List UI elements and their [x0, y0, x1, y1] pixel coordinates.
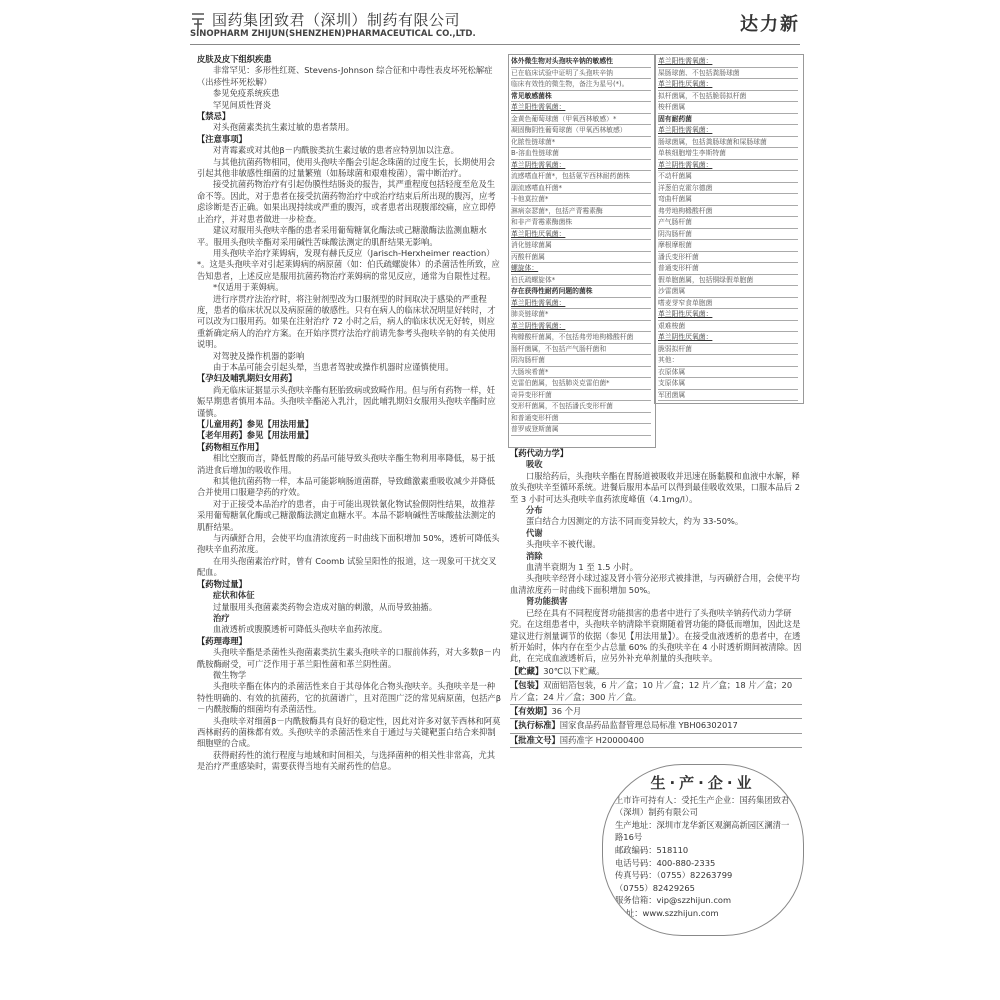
paragraph: 参见免疫系统疾患 — [213, 88, 280, 99]
paragraph: 血液透析或腹膜透析可降低头孢呋辛血药浓度。 — [213, 624, 388, 635]
table-category: 革兰阴性需氧菌： — [511, 160, 651, 172]
manufacturer-line: 上市许可持有人：受托生产企业：国药集团致君（深圳）制药有限公司 — [615, 794, 790, 818]
section-heading: 皮肤及皮下组织疾患 — [197, 54, 272, 64]
header-divider — [190, 44, 800, 45]
table-category: 革兰阳性需氧菌： — [658, 125, 798, 137]
table-row: 普罗威登斯菌属 — [511, 424, 651, 436]
table-row: 变形杆菌属，不包括潘氏变形杆菌 — [511, 401, 651, 413]
paragraph: 尚无临床证据显示头孢呋辛酯有胚胎致病或致畸作用。但与所有药物一样，妊娠早期患者慎用本品。头孢呋辛酯泌入乳汁，因此哺乳期妇女服用头孢呋辛酯时应谨慎。 — [197, 384, 496, 418]
paragraph: 用头孢呋辛治疗莱姆病，发现有赫氏反应（Jarisch-Herxheimer reaction）*。这是头孢呋辛对引起莱姆病的病原菌（如：伯氏疏螺旋体）的杀菌活性所致，应告知患者，上述反应是服用抗菌药物治疗莱姆病的常见反应，通常为自限性过程。 — [197, 247, 500, 281]
table-row: 屎肠球菌、不包括粪肠球菌 — [658, 68, 798, 80]
table-category: 革兰阴性厌氧菌： — [658, 332, 798, 344]
paragraph: 过量服用头孢菌素类药物会造成对脑的刺激，从而导致抽搐。 — [213, 601, 438, 612]
susceptibility-table-left — [511, 56, 651, 436]
subsection-heading: 代谢 — [526, 527, 543, 538]
section-heading: 【药物过量】 — [197, 578, 247, 589]
subsection-heading: 消除 — [526, 550, 543, 561]
table-category: 革兰阳性厌氧菌： — [511, 229, 651, 241]
manufacturer-line: 生产地址：深圳市龙华新区观澜高新园区澜清一路16号 — [615, 819, 790, 843]
subsection-heading: 吸收 — [526, 459, 543, 470]
table-row: 和非产青霉素酶菌株 — [511, 217, 651, 229]
info-label: 【有效期】 — [510, 705, 552, 716]
subsection-heading: 症状和体征 — [213, 590, 255, 601]
paragraph: 头孢呋辛酯在体内的杀菌活性来自于其母体化合物头孢呋辛。头孢呋辛是一种特性明确的、有效的抗菌药，它的抗菌谱广，且对范围广泛的常见病原菌，包括产β－内酰胺酶的细菌均有杀菌活性。 — [197, 681, 501, 715]
storage-package-info — [510, 665, 802, 748]
paragraph: 微生物学 — [213, 669, 247, 680]
section-heading: 【孕妇及哺乳期妇女用药】 — [197, 373, 297, 384]
table-row: 枸橼酸杆菌属，不包括弗劳地枸橼酸杆菌 — [511, 332, 651, 344]
table-row: 弗劳地枸橼酸杆菌 — [658, 206, 798, 218]
table-row: 流感嗜血杆菌*，包括氨苄西林耐药菌株 — [511, 171, 651, 183]
table-row: 和普通变形杆菌 — [511, 413, 651, 425]
table-row: 临床有效性的微生物，备注为星号(*)。 — [511, 79, 651, 91]
table-row: 梭杆菌属 — [658, 102, 798, 114]
table-row: 金黄色葡萄球菌（甲氧西林敏感）* — [511, 114, 651, 126]
paragraph: 对头孢菌素类抗生素过敏的患者禁用。 — [213, 122, 355, 133]
section-heading: 【老年用药】参见【用法用量】 — [197, 430, 314, 441]
info-row — [510, 705, 802, 719]
paragraph: 由于本品可能会引起头晕，当患者驾驶或操作机器时应谨慎使用。 — [213, 361, 454, 372]
paragraph: 获得耐药性的流行程度与地域和时间相关，与选择菌种的相关性非常高，尤其是治疗严重感染时，需要获得当地有关耐药性的信息。 — [197, 749, 496, 772]
table-category: 革兰阳性需氧菌： — [658, 56, 798, 68]
paragraph: 与丙磺舒合用，会使平均血清浓度药－时曲线下面积增加 50%，透析可降低头孢呋辛血药浓度。 — [197, 533, 500, 555]
company-name-cn: 国药集团致君（深圳）制药有限公司 — [212, 11, 461, 29]
brand-name: 达力新 — [740, 14, 800, 35]
manufacturer-box — [602, 764, 804, 936]
company-name-en: SINOPHARM ZHIJUN(SHENZHEN)PHARMACEUTICAL CO.,LTD. — [190, 29, 476, 39]
table-category: 革兰阳性厌氧菌： — [658, 79, 798, 91]
section-heading: 【注意事项】 — [197, 133, 247, 144]
table-category: 革兰阳性需氧菌： — [511, 102, 651, 114]
table-row: 嗜麦芽窄食单胞菌 — [658, 298, 798, 310]
susceptibility-table-right — [658, 56, 798, 401]
table-row: 副流感嗜血杆菌* — [511, 183, 651, 195]
section-heading: 【药代动力学】 — [510, 448, 569, 458]
section-heading: 【禁忌】 — [197, 111, 231, 122]
info-label: 【贮藏】 — [510, 665, 544, 676]
info-label: 【执行标准】 — [510, 720, 560, 731]
subsection-heading: 分布 — [526, 505, 543, 516]
table-row: 肺炎链球菌* — [511, 309, 651, 321]
right-column-text — [510, 448, 802, 748]
table-row: 肠球菌属，包括粪肠球菌和屎肠球菌 — [658, 137, 798, 149]
info-label: 【包装】 — [510, 680, 544, 691]
table-row: 其他： — [658, 355, 798, 367]
paragraph: 对于正接受本品治疗的患者，由于可能出现铁氰化物试验假阴性结果，故推荐采用葡萄糖氧化酶或己糖激酶法测定血糖水平。本品不影响碱性苦味酸盐法测定的肌酐结果。 — [197, 498, 496, 532]
table-row: 奇异变形杆菌 — [511, 390, 651, 402]
paragraph: 血清半衰期为 1 至 1.5 小时。 — [526, 562, 638, 573]
table-row: 消化链球菌属 — [511, 240, 651, 252]
paragraph: *仅适用于莱姆病。 — [213, 282, 284, 293]
table-row: 沙雷菌属 — [658, 286, 798, 298]
info-value: 36 个月 — [551, 705, 582, 716]
table-row: 淋病奈瑟菌*，包括产青霉素酶 — [511, 206, 651, 218]
table-row: 丙酸杆菌属 — [511, 252, 651, 264]
manufacturer-line: 服务信箱：vip@szzhijun.com — [615, 895, 732, 906]
table-category: 革兰阳性需氧菌： — [511, 298, 651, 310]
paragraph: 与其他抗菌药物相同，使用头孢呋辛酯会引起念珠菌的过度生长，长期使用会引起其他非敏感性细菌的过量繁殖（如肠球菌和艰难梭菌），需中断治疗。 — [197, 156, 496, 179]
paragraph: 口服给药后，头孢呋辛酯在胃肠道被吸收并迅速在肠黏膜和血液中水解，释放头孢呋辛至循环系统。进餐后服用本品可以得到最佳吸收效果，口服本品后 2 至 3 小时可达头孢呋辛血药浓度峰值（4.1mg/l）。 — [510, 470, 801, 504]
manufacturer-line: 电话号码：400-880-2335 — [615, 857, 716, 868]
table-row: 已在临床试验中证明了头孢呋辛钠 — [511, 68, 651, 80]
manufacturer-line: 邮政编码：518110 — [615, 844, 689, 855]
table-row: 伯氏疏螺旋体* — [511, 275, 651, 287]
paragraph: 头孢呋辛对细菌β－内酰胺酶具有良好的稳定性，因此对许多对氨苄西林和阿莫西林耐药的菌株都有效。头孢呋辛的杀菌活性来自于通过与关键靶蛋白结合来抑制细胞壁的合成。 — [197, 715, 501, 749]
paragraph: 相比空腹而言，降低胃酸的药品可能导致头孢呋辛酯生物利用率降低，易于抵消进食后增加的吸收作用。 — [197, 453, 496, 475]
table-row: 卡他莫拉菌* — [511, 194, 651, 206]
manufacturer-line: 传真号码：（0755）82263799 — [615, 870, 733, 881]
subsection-heading: 肾功能损害 — [526, 596, 568, 607]
info-value: 国家食品药品监督管理总局标准 YBH06302017 — [559, 720, 738, 731]
paragraph: 对驾驶及操作机器的影响 — [213, 350, 305, 361]
info-row — [510, 665, 802, 679]
table-row: 单核细胞增生李斯特菌 — [658, 148, 798, 160]
table-row: 凝固酶阴性葡萄球菌（甲氧西林敏感） — [511, 125, 651, 137]
table-row: 衣原体属 — [658, 367, 798, 379]
manufacturer-line: 网 址：www.szzhijun.com — [615, 907, 719, 918]
paragraph: 罕见间质性肾炎 — [213, 99, 272, 110]
table-row: 拟杆菌属，不包括脆弱拟杆菌 — [658, 91, 798, 103]
table-row: 克雷伯菌属，包括肺炎克雷伯菌* — [511, 378, 651, 390]
table-row: 假单胞菌属，包括铜绿假单胞菌 — [658, 275, 798, 287]
paragraph: 建议对服用头孢呋辛酯的患者采用葡萄糖氧化酶法或己糖激酶法监测血糖水平。服用头孢呋辛酯对采用碱性苦味酸法测定的肌酐结果无影响。 — [197, 225, 487, 247]
paragraph: 头孢呋辛经肾小球过滤及肾小管分泌形式被排泄，与丙磺舒合用，会使平均血清浓度药－时曲线下面积增加 50%。 — [510, 573, 800, 595]
manufacturer-title: 生·产·企·业 — [650, 774, 756, 792]
table-row: 弯曲杆菌属 — [658, 194, 798, 206]
table-row: 支原体属 — [658, 378, 798, 390]
section-heading: 【儿童用药】参见【用法用量】 — [197, 419, 314, 429]
paragraph: 对青霉素或对其他β－内酰胺类抗生素过敏的患者应特别加以注意。 — [213, 145, 459, 156]
table-row: 阴沟肠杆菌 — [511, 355, 651, 367]
subsection-heading: 治疗 — [213, 612, 230, 623]
paragraph: 已经在具有不同程度肾功能损害的患者中进行了头孢呋辛钠药代动力学研究。在这组患者中，头孢呋辛钠清除半衰期随着肾功能的降低而增加，因此这是建议进行剂量调节的依据（参见【用法用量】）。在接受血液透析的患者中，在透析开始时，体内存在至少占总量 60% 的头孢呋辛在 4 小时透析期间被清除。因此，在完成血液透析后，应另外补充单剂量的头孢呋辛。 — [510, 607, 802, 664]
table-row: 洋葱伯克霍尔德菌 — [658, 183, 798, 195]
table-row: B-溶血性链球菌 — [511, 148, 651, 160]
table-row: 大肠埃希菌* — [511, 367, 651, 379]
info-value: 双面铝箔包装，6 片／盒；10 片／盒；12 片／盒；18 片／盒；20 片／盒；24 片／盒；300 片／盒。 — [510, 680, 793, 702]
paragraph: 和其他抗菌药物一样，本品可能影响肠道菌群，导致雌激素重吸收减少并降低合并使用口服避孕药的疗效。 — [197, 476, 496, 498]
left-column-text — [197, 54, 503, 773]
paragraph: 非常罕见：多形性红斑、Stevens-Johnson 综合征和中毒性表皮坏死松解症（出疹性坏死松解） — [197, 65, 493, 87]
page-header — [190, 6, 800, 44]
info-row — [510, 719, 802, 733]
table-row: 产气肠杆菌 — [658, 217, 798, 229]
table-row: 潘氏变形杆菌 — [658, 252, 798, 264]
paragraph: 接受抗菌药物治疗有引起伪膜性结肠炎的报告，其严重程度包括轻度至危及生命不等。因此，对于患者在接受抗菌药物治疗中或治疗结束后所出现的腹泻，应考虑诊断是否正确。如果出现持续或严重的腹泻，或者患者出现腹部绞痛，应立即停止治疗，并对患者做进一步检查。 — [197, 179, 496, 224]
table-category: 螺旋体： — [511, 263, 651, 275]
table-row: 军团菌属 — [658, 390, 798, 402]
table-row: 不动杆菌属 — [658, 171, 798, 183]
manufacturer-line: （0755）82429265 — [615, 882, 695, 893]
table-row: 阴沟肠杆菌 — [658, 229, 798, 241]
table-row: 肠杆菌属，不包括产气肠杆菌和 — [511, 344, 651, 356]
table-category: 革兰阴性需氧菌： — [658, 160, 798, 172]
table-group-heading: 常见敏感菌株 — [511, 91, 651, 103]
table-category: 革兰阴性需氧菌： — [511, 321, 651, 333]
info-row — [510, 734, 802, 748]
table-row: 摩根摩根菌 — [658, 240, 798, 252]
section-heading: 【药物相互作用】 — [197, 441, 264, 452]
table-group-heading: 存在获得性耐药问题的菌株 — [511, 286, 651, 298]
table-group-heading: 固有耐药菌 — [658, 114, 798, 126]
table-group-heading: 体外微生物对头孢呋辛钠的敏感性 — [511, 56, 651, 68]
manufacturer-details — [603, 794, 803, 920]
table-row: 化脓性链球菌* — [511, 137, 651, 149]
paragraph: 头孢呋辛酯是杀菌性头孢菌素类抗生素头孢呋辛的口服前体药，对大多数β－内酰胺酶耐受，可广泛作用于革兰阳性菌和革兰阴性菌。 — [197, 647, 501, 669]
info-label: 【批准文号】 — [510, 734, 560, 745]
paragraph: 进行序贯疗法治疗时，将注射剂型改为口服剂型的时间取决于感染的严重程度，患者的临床状况以及病原菌的敏感性。只有在病人的临床状况明显好转时，才可以改为口服用药。如果在注射治疗 72 小时之后，病人的临床状况无好转，则应重新确定病人的治疗方案。在开始序贯疗法治疗前请先参考头孢呋辛钠的有关使用说明。 — [197, 293, 496, 350]
table-row: 艰难梭菌 — [658, 321, 798, 333]
table-row: 普通变形杆菌 — [658, 263, 798, 275]
table-row: 脆弱拟杆菌 — [658, 344, 798, 356]
table-category: 革兰阳性厌氧菌： — [658, 309, 798, 321]
paragraph: 在用头孢菌素治疗时，曾有 Coomb 试验呈阳性的报道，这一现象可干扰交叉配血。 — [197, 555, 497, 578]
section-heading: 【药理毒理】 — [197, 635, 247, 646]
paragraph: 头孢呋辛不被代谢。 — [526, 539, 601, 550]
info-value: 30℃以下贮藏。 — [543, 665, 605, 676]
info-row — [510, 679, 802, 705]
paragraph: 蛋白结合力因测定的方法不同而变异较大，约为 33-50%。 — [526, 516, 744, 527]
info-value: 国药准字 H20000400 — [559, 734, 645, 745]
